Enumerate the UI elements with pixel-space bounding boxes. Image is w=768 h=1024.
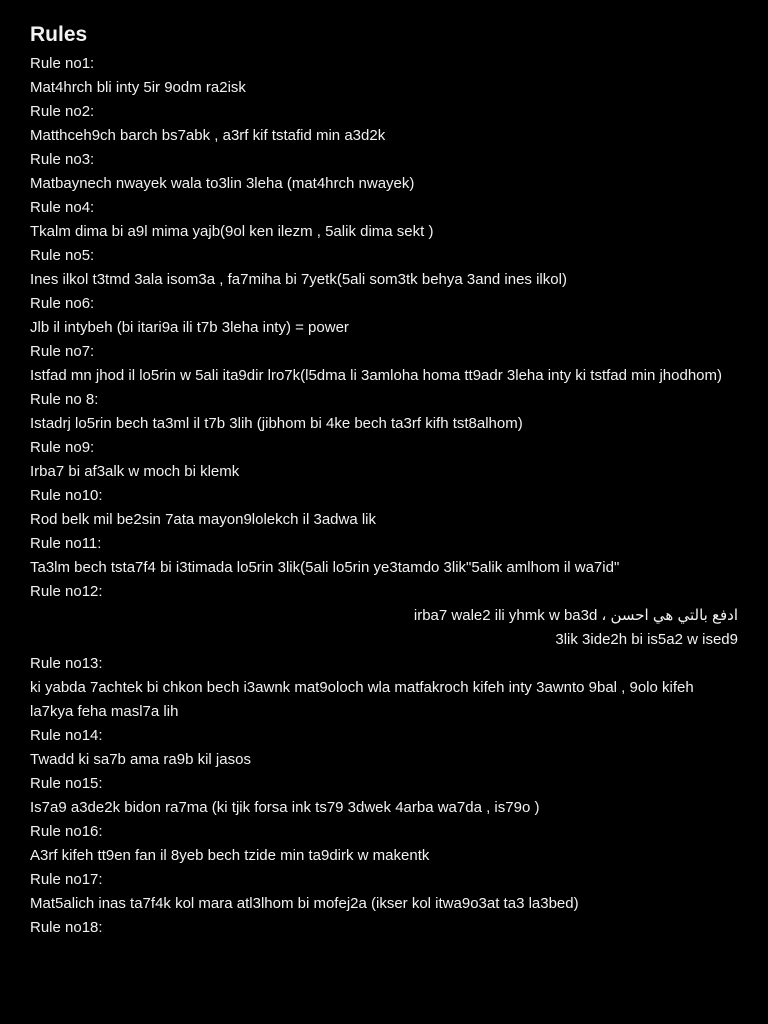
rules-list — [30, 52, 738, 940]
rule-heading: Rule no9: — [30, 439, 95, 456]
rule-text: Ta3lm bech tsta7f4 bi i3timada lo5rin 3lik(5ali lo5rin ye3tamdo 3lik"5alik amlhom il wa7id" — [30, 559, 620, 576]
rule-text: Mat4hrch bli inty 5ir 9odm ra2isk — [30, 79, 246, 96]
rule-text: Is7a9 a3de2k bidon ra7ma (ki tjik forsa ink ts79 3dwek 4arba wa7da , is79o ) — [30, 799, 540, 816]
rule-text: A3rf kifeh tt9en fan il 8yeb bech tzide min ta9dirk w makentk — [30, 847, 430, 864]
rule-text: Istadrj lo5rin bech ta3ml il t7b 3lih (jibhom bi 4ke bech ta3rf kifh tst8alhom) — [30, 415, 523, 432]
rule-heading: Rule no16: — [30, 823, 103, 840]
rule-heading: Rule no11: — [30, 535, 102, 552]
rule-text: Irba7 bi af3alk w moch bi klemk — [30, 463, 240, 480]
rule-heading: Rule no4: — [30, 199, 95, 216]
rule-heading: Rule no10: — [30, 487, 103, 504]
rule-heading: Rule no12: — [30, 583, 103, 600]
rule-text: Mat5alich inas ta7f4k kol mara atl3lhom bi mofej2a (ikser kol itwa9o3at ta3 la3bed) — [30, 895, 579, 912]
rule-heading: Rule no15: — [30, 775, 103, 792]
rule-heading: Rule no7: — [30, 343, 95, 360]
rule-text: 3lik 3ide2h bi is5a2 w ised9 — [555, 631, 738, 648]
rule-heading: Rule no14: — [30, 727, 103, 744]
rule-heading: Rule no1: — [30, 55, 95, 72]
rule-heading: Rule no 8: — [30, 391, 99, 408]
rule-text: ki yabda 7achtek bi chkon bech i3awnk mat9oloch wla matfakroch kifeh inty 3awnto 9bal , 9olo kifeh la7kya feha masl7a lih — [30, 679, 698, 720]
rule-text: Ines ilkol t3tmd 3ala isom3a , fa7miha bi 7yetk(5ali som3tk behya 3and ines ilkol) — [30, 271, 567, 288]
rule-heading: Rule no18: — [30, 919, 103, 936]
rule-text: ادفع بالتي هي احسن ، irba7 wale2 ili yhmk w ba3d — [413, 607, 738, 624]
rule-text: Twadd ki sa7b ama ra9b kil jasos — [30, 751, 251, 768]
rule-text: Tkalm dima bi a9l mima yajb(9ol ken ilezm , 5alik dima sekt ) — [30, 223, 434, 240]
rule-heading: Rule no3: — [30, 151, 95, 168]
rule-heading: Rule no5: — [30, 247, 95, 264]
rule-heading: Rule no13: — [30, 655, 103, 672]
note-title: Rules — [30, 23, 88, 46]
rule-heading: Rule no6: — [30, 295, 95, 312]
rule-text: Jlb il intybeh (bi itari9a ili t7b 3leha inty) = power — [30, 319, 349, 336]
rule-text: Istfad mn jhod il lo5rin w 5ali ita9dir lro7k(l5dma li 3amloha homa tt9adr 3leha inty ki tstfad min jhodhom) — [30, 367, 722, 384]
rule-text: Rod belk mil be2sin 7ata mayon9lolekch il 3adwa lik — [30, 511, 377, 528]
rule-heading: Rule no2: — [30, 103, 95, 120]
rule-heading: Rule no17: — [30, 871, 103, 888]
rule-text: Matbaynech nwayek wala to3lin 3leha (mat4hrch nwayek) — [30, 175, 415, 192]
rule-text: Matthceh9ch barch bs7abk , a3rf kif tstafid min a3d2k — [30, 127, 386, 144]
